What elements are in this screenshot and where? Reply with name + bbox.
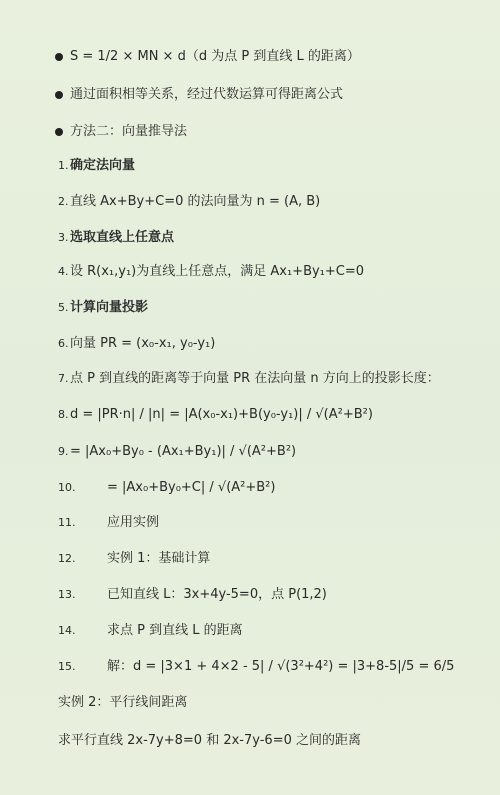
item-number: 6. — [58, 337, 69, 350]
item-text: 已知直线 L：3x+4y-5=0，点 P(1,2) — [107, 587, 327, 602]
item-number: 10. — [58, 481, 76, 494]
item-number: 1. — [58, 159, 69, 172]
bullet-text: 通过面积相等关系，经过代数运算可得距离公式 — [70, 87, 344, 102]
item-number: 5. — [58, 301, 69, 314]
item-text: 直线 Ax+By+C=0 的法向量为 n = (A, B) — [70, 194, 321, 209]
item-number: 8. — [58, 408, 69, 421]
plain-text: 求平行直线 2x-7y+8=0 和 2x-7y-6=0 之间的距离 — [58, 733, 361, 748]
item-number: 13. — [58, 588, 76, 601]
item-text: 点 P 到直线的距离等于向量 PR 在法向量 n 方向上的投影长度： — [70, 371, 440, 386]
item-number: 3. — [58, 231, 69, 244]
item-number: 4. — [58, 265, 69, 278]
item-text: 实例 1：基础计算 — [107, 551, 211, 566]
item-number: 15. — [58, 660, 76, 673]
item-text: 求点 P 到直线 L 的距离 — [107, 623, 243, 638]
item-text: 选取直线上任意点 — [70, 230, 175, 245]
item-text: 计算向量投影 — [70, 300, 149, 315]
item-number: 7. — [58, 372, 69, 385]
item-text: 确定法向量 — [70, 158, 136, 173]
item-text: 解：d = |3×1 + 4×2 - 5| / √(3²+4²) = |3+8-5|/5 = 6/5 — [107, 659, 455, 674]
item-number: 12. — [58, 552, 76, 565]
item-number: 11. — [58, 516, 76, 529]
item-number: 9. — [58, 445, 69, 458]
item-text: d = |PR·n| / |n| = |A(x₀-x₁)+B(y₀-y₁)| / √(A²+B²) — [70, 407, 373, 422]
plain-text: 实例 2：平行线间距离 — [58, 695, 188, 710]
item-text: = |Ax₀+By₀ - (Ax₁+By₁)| / √(A²+B²) — [70, 444, 297, 459]
item-number: 2. — [58, 195, 69, 208]
item-text: 设 R(x₁,y₁)为直线上任意点，满足 Ax₁+By₁+C=0 — [70, 264, 365, 279]
item-text: 应用实例 — [107, 515, 160, 530]
item-number: 14. — [58, 624, 76, 637]
bullet-text: 方法二：向量推导法 — [70, 124, 188, 139]
item-text: = |Ax₀+By₀+C| / √(A²+B²) — [107, 480, 276, 495]
item-text: 向量 PR = (x₀-x₁, y₀-y₁) — [70, 336, 216, 351]
bullet-text: S = 1/2 × MN × d（d 为点 P 到直线 L 的距离） — [70, 49, 360, 64]
